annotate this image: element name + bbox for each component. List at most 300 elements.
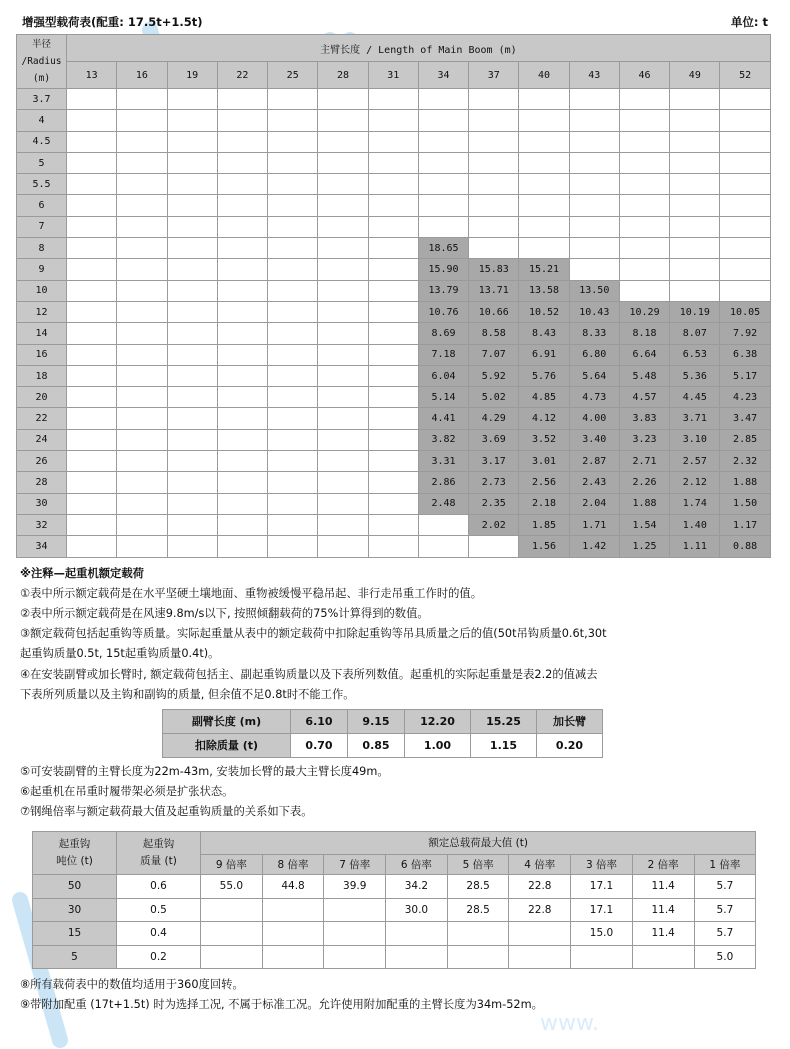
load-cell xyxy=(117,323,167,344)
load-row xyxy=(17,344,771,365)
load-cell xyxy=(217,238,267,259)
load-cell xyxy=(117,238,167,259)
load-cell xyxy=(318,280,368,301)
radius-cell: 8 xyxy=(17,238,67,259)
load-cell xyxy=(268,131,318,152)
load-cell xyxy=(318,323,368,344)
max-load-cell: 39.9 xyxy=(324,875,386,899)
load-cell: 13.71 xyxy=(469,280,519,301)
load-row xyxy=(17,429,771,450)
max-load-cell: 44.8 xyxy=(262,875,324,899)
load-cell xyxy=(318,472,368,493)
load-cell xyxy=(418,216,468,237)
load-cell xyxy=(67,323,117,344)
max-load-cell xyxy=(632,945,694,969)
load-cell: 4.29 xyxy=(469,408,519,429)
jib-length-cell: 加长臂 xyxy=(537,709,603,733)
hook-capacity-table xyxy=(32,831,756,970)
load-cell: 5.36 xyxy=(670,365,720,386)
load-cell xyxy=(268,344,318,365)
load-cell: 5.02 xyxy=(469,387,519,408)
load-cell xyxy=(368,365,418,386)
load-cell xyxy=(117,259,167,280)
load-cell xyxy=(217,280,267,301)
load-cell xyxy=(217,89,267,110)
radius-header-line: /Radius xyxy=(21,56,62,67)
max-load-cell: 55.0 xyxy=(201,875,263,899)
load-cell xyxy=(619,89,669,110)
jib-deduction-table xyxy=(162,709,603,758)
load-cell: 4.23 xyxy=(720,387,770,408)
load-cell xyxy=(167,174,217,195)
load-cell: 3.52 xyxy=(519,429,569,450)
load-cell xyxy=(318,89,368,110)
load-cell xyxy=(117,152,167,173)
load-cell: 10.43 xyxy=(569,301,619,322)
load-cell xyxy=(217,408,267,429)
radius-cell: 9 xyxy=(17,259,67,280)
load-cell xyxy=(418,131,468,152)
load-cell: 10.05 xyxy=(720,301,770,322)
load-cell: 7.07 xyxy=(469,344,519,365)
load-cell xyxy=(167,408,217,429)
load-cell xyxy=(368,514,418,535)
ratio-cell: 2 倍率 xyxy=(632,855,694,875)
load-cell xyxy=(720,195,770,216)
load-cell xyxy=(569,89,619,110)
load-cell xyxy=(167,195,217,216)
load-cell xyxy=(217,195,267,216)
max-load-cell xyxy=(324,922,386,946)
load-cell xyxy=(268,301,318,322)
load-cell xyxy=(167,514,217,535)
radius-header-line: (m) xyxy=(32,73,51,84)
load-cell: 4.00 xyxy=(569,408,619,429)
load-row xyxy=(17,536,771,557)
load-cell: 1.88 xyxy=(720,472,770,493)
load-cell: 4.73 xyxy=(569,387,619,408)
load-cell xyxy=(720,110,770,131)
load-cell xyxy=(720,216,770,237)
load-row xyxy=(17,259,771,280)
load-cell xyxy=(117,89,167,110)
load-row xyxy=(17,493,771,514)
load-cell xyxy=(670,280,720,301)
boom-length-cell: 16 xyxy=(117,62,167,89)
note-item: ②表中所示额定载荷是在风速9.8m/s以下, 按照倾翻载荷的75%计算得到的数值。 xyxy=(20,606,429,620)
load-cell xyxy=(167,280,217,301)
note-item: 下表所列质量以及主钩和副钩的质量, 但余值不足0.8t时不能工作。 xyxy=(20,687,355,701)
load-cell xyxy=(67,174,117,195)
load-cell: 7.92 xyxy=(720,323,770,344)
load-row xyxy=(17,174,771,195)
max-load-cell: 34.2 xyxy=(386,875,448,899)
load-cell xyxy=(368,110,418,131)
header-line: 起重钩 xyxy=(58,837,91,850)
load-cell: 3.40 xyxy=(569,429,619,450)
jib-length-row xyxy=(163,709,603,733)
load-cell xyxy=(720,174,770,195)
jib-length-cell: 15.25 xyxy=(471,709,537,733)
watermark-text: www. xyxy=(540,1011,599,1036)
boom-length-cell: 25 xyxy=(268,62,318,89)
max-load-cell xyxy=(386,945,448,969)
load-cell: 2.32 xyxy=(720,451,770,472)
hook-tonnage-cell: 30 xyxy=(33,898,117,922)
radius-cell: 14 xyxy=(17,323,67,344)
load-cell xyxy=(217,365,267,386)
radius-cell: 34 xyxy=(17,536,67,557)
load-cell xyxy=(569,216,619,237)
load-cell xyxy=(167,238,217,259)
load-cell xyxy=(268,280,318,301)
note-item: ⑥起重机在吊重时履带架必须是扩张状态。 xyxy=(20,785,234,799)
load-cell: 4.45 xyxy=(670,387,720,408)
load-cell xyxy=(268,323,318,344)
load-cell xyxy=(318,451,368,472)
max-load-cell: 28.5 xyxy=(447,875,509,899)
load-row xyxy=(17,152,771,173)
radius-cell: 20 xyxy=(17,387,67,408)
load-cell: 8.58 xyxy=(469,323,519,344)
radius-cell: 24 xyxy=(17,429,67,450)
max-load-cell: 28.5 xyxy=(447,898,509,922)
load-cell xyxy=(469,238,519,259)
load-cell xyxy=(469,536,519,557)
header-line: 吨位 (t) xyxy=(56,854,93,867)
header-row xyxy=(16,10,774,34)
load-cell xyxy=(418,89,468,110)
load-cell xyxy=(167,344,217,365)
hook-mass-cell: 0.5 xyxy=(117,898,201,922)
load-cell xyxy=(167,301,217,322)
load-cell: 3.83 xyxy=(619,408,669,429)
load-cell xyxy=(167,429,217,450)
boom-length-cell: 34 xyxy=(418,62,468,89)
load-cell xyxy=(569,195,619,216)
load-cell: 5.92 xyxy=(469,365,519,386)
load-cell xyxy=(217,536,267,557)
hook-row xyxy=(33,875,756,899)
load-cell xyxy=(268,472,318,493)
load-cell xyxy=(318,408,368,429)
jib-length-cell: 9.15 xyxy=(348,709,405,733)
ratio-cell: 3 倍率 xyxy=(571,855,633,875)
load-cell xyxy=(318,152,368,173)
load-cell xyxy=(67,365,117,386)
max-load-cell: 5.7 xyxy=(694,875,756,899)
max-load-cell xyxy=(386,922,448,946)
load-cell xyxy=(368,472,418,493)
load-cell xyxy=(217,344,267,365)
max-load-cell: 11.4 xyxy=(632,875,694,899)
radius-cell: 5 xyxy=(17,152,67,173)
load-row xyxy=(17,365,771,386)
load-cell: 8.07 xyxy=(670,323,720,344)
load-cell: 2.87 xyxy=(569,451,619,472)
load-cell: 4.41 xyxy=(418,408,468,429)
load-cell xyxy=(619,259,669,280)
load-cell: 6.80 xyxy=(569,344,619,365)
load-cell xyxy=(167,110,217,131)
load-cell xyxy=(67,429,117,450)
boom-length-cell: 13 xyxy=(67,62,117,89)
note-item: ⑧所有载荷表中的数值均适用于360度回转。 xyxy=(20,978,244,992)
hook-mass-cell: 0.4 xyxy=(117,922,201,946)
radius-cell: 7 xyxy=(17,216,67,237)
max-load-cell: 30.0 xyxy=(386,898,448,922)
load-cell: 5.17 xyxy=(720,365,770,386)
load-cell xyxy=(368,89,418,110)
load-cell xyxy=(318,493,368,514)
load-cell: 3.10 xyxy=(670,429,720,450)
load-cell: 15.83 xyxy=(469,259,519,280)
load-cell xyxy=(619,280,669,301)
boom-length-cell: 22 xyxy=(217,62,267,89)
load-cell xyxy=(670,216,720,237)
unit-label: 单位: t xyxy=(730,15,768,29)
load-cell xyxy=(167,152,217,173)
load-cell: 5.76 xyxy=(519,365,569,386)
load-cell: 5.48 xyxy=(619,365,669,386)
load-cell: 4.57 xyxy=(619,387,669,408)
load-row xyxy=(17,514,771,535)
load-cell xyxy=(217,131,267,152)
load-cell xyxy=(318,301,368,322)
max-load-cell: 22.8 xyxy=(509,898,571,922)
load-cell xyxy=(67,344,117,365)
load-cell xyxy=(167,472,217,493)
load-cell xyxy=(117,408,167,429)
load-cell: 1.85 xyxy=(519,514,569,535)
max-load-cell: 5.7 xyxy=(694,898,756,922)
load-cell xyxy=(720,152,770,173)
load-cell xyxy=(268,536,318,557)
load-cell xyxy=(519,152,569,173)
deduction-cell: 0.70 xyxy=(291,733,348,757)
max-load-cell xyxy=(201,922,263,946)
max-load-cell xyxy=(447,945,509,969)
load-cell xyxy=(167,451,217,472)
hook-tonnage-header xyxy=(33,831,117,875)
max-load-cell: 11.4 xyxy=(632,922,694,946)
max-load-cell: 5.7 xyxy=(694,922,756,946)
load-cell xyxy=(368,195,418,216)
load-cell: 4.12 xyxy=(519,408,569,429)
hook-tonnage-cell: 5 xyxy=(33,945,117,969)
max-load-cell xyxy=(571,945,633,969)
load-cell xyxy=(619,174,669,195)
load-cell: 0.88 xyxy=(720,536,770,557)
max-load-cell: 15.0 xyxy=(571,922,633,946)
load-cell xyxy=(670,259,720,280)
radius-header xyxy=(17,35,67,89)
load-cell xyxy=(469,131,519,152)
load-cell: 1.88 xyxy=(619,493,669,514)
load-cell xyxy=(619,131,669,152)
load-cell xyxy=(368,429,418,450)
load-cell xyxy=(318,387,368,408)
load-cell xyxy=(67,110,117,131)
deduction-cell: 1.15 xyxy=(471,733,537,757)
note-item: ③额定载荷包括起重钩等质量。实际起重量从表中的额定载荷中扣除起重钩等吊具质量之后的值(50t吊钩质量0.6t,30t xyxy=(20,627,607,641)
radius-header-line: 半径 xyxy=(31,39,51,50)
boom-length-cell: 31 xyxy=(368,62,418,89)
load-cell: 6.53 xyxy=(670,344,720,365)
load-cell xyxy=(469,152,519,173)
load-cell xyxy=(67,280,117,301)
load-cell xyxy=(67,152,117,173)
load-cell xyxy=(418,110,468,131)
load-cell: 1.25 xyxy=(619,536,669,557)
load-row xyxy=(17,301,771,322)
load-cell: 3.71 xyxy=(670,408,720,429)
load-cell xyxy=(268,89,318,110)
radius-cell: 6 xyxy=(17,195,67,216)
note-item: ①表中所示额定载荷是在水平坚硬土壤地面、重物被缓慢平稳吊起、非行走吊重工作时的值。 xyxy=(20,586,483,600)
load-cell: 3.69 xyxy=(469,429,519,450)
max-load-cell: 5.0 xyxy=(694,945,756,969)
header-line: 质量 (t) xyxy=(140,854,177,867)
radius-cell: 4.5 xyxy=(17,131,67,152)
load-cell xyxy=(569,152,619,173)
load-cell xyxy=(67,131,117,152)
radius-cell: 30 xyxy=(17,493,67,514)
jib-length-cell: 6.10 xyxy=(291,709,348,733)
load-cell xyxy=(519,110,569,131)
load-cell: 8.18 xyxy=(619,323,669,344)
note-item: 起重钩质量0.5t, 15t起重钩质量0.4t)。 xyxy=(20,647,220,661)
load-cell: 8.43 xyxy=(519,323,569,344)
load-row xyxy=(17,451,771,472)
load-cell xyxy=(368,387,418,408)
load-cell xyxy=(167,365,217,386)
load-cell xyxy=(720,238,770,259)
load-row xyxy=(17,387,771,408)
load-cell xyxy=(268,365,318,386)
load-cell: 2.57 xyxy=(670,451,720,472)
deduction-row xyxy=(163,733,603,757)
load-cell: 2.04 xyxy=(569,493,619,514)
load-cell xyxy=(318,429,368,450)
load-cell xyxy=(318,238,368,259)
load-cell xyxy=(368,174,418,195)
load-cell xyxy=(469,89,519,110)
max-load-cell xyxy=(509,922,571,946)
load-cell xyxy=(318,174,368,195)
hook-section xyxy=(32,831,774,970)
load-cell xyxy=(117,344,167,365)
load-cell xyxy=(67,216,117,237)
deduction-label: 扣除质量 (t) xyxy=(163,733,291,757)
load-cell xyxy=(67,472,117,493)
load-cell xyxy=(217,387,267,408)
load-cell xyxy=(469,174,519,195)
load-cell xyxy=(318,514,368,535)
load-cell xyxy=(268,259,318,280)
load-cell xyxy=(318,110,368,131)
load-cell xyxy=(268,493,318,514)
load-cell xyxy=(619,110,669,131)
load-cell: 10.66 xyxy=(469,301,519,322)
load-cell xyxy=(117,174,167,195)
load-cell xyxy=(318,365,368,386)
load-cell: 2.86 xyxy=(418,472,468,493)
load-cell xyxy=(268,174,318,195)
load-cell xyxy=(670,89,720,110)
load-cell xyxy=(67,514,117,535)
ratio-cell: 5 倍率 xyxy=(447,855,509,875)
notes-title: ※注释—起重机额定载荷 xyxy=(20,566,144,580)
boom-length-cell: 43 xyxy=(569,62,619,89)
boom-length-header: 主臂长度 / Length of Main Boom (m) xyxy=(67,35,771,62)
load-cell: 7.18 xyxy=(418,344,468,365)
load-cell: 10.76 xyxy=(418,301,468,322)
load-cell xyxy=(268,408,318,429)
boom-length-cell: 40 xyxy=(519,62,569,89)
ratio-cell: 9 倍率 xyxy=(201,855,263,875)
load-cell xyxy=(217,451,267,472)
load-cell xyxy=(418,195,468,216)
load-cell xyxy=(720,259,770,280)
load-cell xyxy=(569,238,619,259)
load-cell: 3.23 xyxy=(619,429,669,450)
load-cell: 1.40 xyxy=(670,514,720,535)
load-cell: 3.31 xyxy=(418,451,468,472)
radius-cell: 26 xyxy=(17,451,67,472)
load-cell xyxy=(519,174,569,195)
ratio-cell: 8 倍率 xyxy=(262,855,324,875)
load-cell: 3.82 xyxy=(418,429,468,450)
radius-cell: 32 xyxy=(17,514,67,535)
load-cell: 1.17 xyxy=(720,514,770,535)
load-cell: 3.01 xyxy=(519,451,569,472)
load-cell xyxy=(318,131,368,152)
load-cell xyxy=(67,451,117,472)
load-cell xyxy=(117,365,167,386)
load-cell xyxy=(167,259,217,280)
hook-tonnage-cell: 50 xyxy=(33,875,117,899)
load-cell xyxy=(117,429,167,450)
ratio-cell: 4 倍率 xyxy=(509,855,571,875)
load-cell: 2.85 xyxy=(720,429,770,450)
load-cell xyxy=(619,195,669,216)
boom-length-cell: 52 xyxy=(720,62,770,89)
load-cell xyxy=(117,280,167,301)
note-item: ⑨带附加配重 (17t+1.5t) 时为选择工况, 不属于标准工况。允许使用附加配重的主臂长度为34m-52m。 xyxy=(20,998,543,1012)
load-cell xyxy=(217,152,267,173)
load-cell xyxy=(569,110,619,131)
ratio-cell: 6 倍率 xyxy=(386,855,448,875)
load-cell: 3.47 xyxy=(720,408,770,429)
hook-mass-header xyxy=(117,831,201,875)
header-line: 起重钩 xyxy=(142,837,175,850)
load-cell xyxy=(619,216,669,237)
load-cell xyxy=(268,110,318,131)
load-cell: 2.18 xyxy=(519,493,569,514)
hook-row xyxy=(33,898,756,922)
load-cell: 2.48 xyxy=(418,493,468,514)
load-cell xyxy=(268,238,318,259)
load-cell xyxy=(117,216,167,237)
deduction-cell: 0.85 xyxy=(348,733,405,757)
load-cell xyxy=(670,131,720,152)
load-cell xyxy=(368,323,418,344)
load-row xyxy=(17,472,771,493)
load-cell xyxy=(268,387,318,408)
load-cell xyxy=(217,514,267,535)
load-cell xyxy=(217,174,267,195)
